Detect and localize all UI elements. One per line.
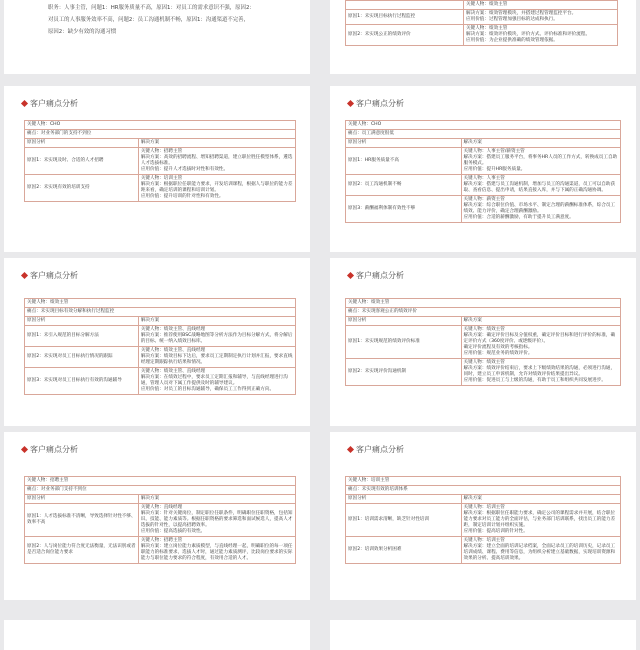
- diamond-icon: [21, 446, 28, 453]
- cause-cell: 原因1：未引入规范的目标分解方法: [25, 326, 139, 347]
- cause-cell: [346, 1, 464, 10]
- table-row: [25, 175, 296, 202]
- table-row: [346, 359, 621, 386]
- section-heading: [22, 98, 78, 109]
- pain-cell: 痛点：员工满意度很低: [346, 130, 621, 139]
- header-row: [25, 317, 296, 326]
- solution-cell: 关键人物：人事主管 解决方案：搭建与员工沟通机制，增加与员工的沟通渠道，员工可以自助获取、查看信息、提出申请，结果直接入库，并与下属的正确沟通协调。: [461, 175, 621, 196]
- top-right-table: [345, 0, 618, 46]
- diamond-icon: [21, 100, 28, 107]
- table-row: [346, 504, 621, 537]
- section-heading: [22, 270, 78, 281]
- solution-cell: 关键人物：绩效主管、直线经理 解决方案：在绩效过程中，要求员工定期汇报和辅导，与直线经理进行沟通，管理人员对下属工作提供及时的辅导建议。 应用价值：对员工的目标沟通辅导，确保员工工作得到正确方向。: [138, 368, 295, 395]
- slide-top-left: [4, 0, 310, 74]
- intro-text: [48, 2, 288, 38]
- cause-cell: 原因1：培训需求清晰，缺乏针对性培训: [346, 504, 462, 537]
- cause-cell: 原因3：薪酬福利体制有效性不够: [346, 196, 462, 223]
- intro-line: 职务：人事主管，问题1：HR服务质量不高，原因1：对员工的需求意识不强，原因2：: [48, 5, 255, 11]
- key-person-cell: 关键人物：绩效主管: [25, 299, 296, 308]
- header-row: [346, 139, 621, 148]
- column-header-solution: 解决方案: [461, 139, 621, 148]
- solution-cell: 关键人物：绩效主管 解决方案：确定评价目标及分值权重，确定评价目标和进行评价的标准，确定评价方式（360度评价、或逐级评价）。 确定评价流程及有效的考核指标。 应用价值：规范业务的绩效评价。: [461, 326, 621, 359]
- pain-row: [346, 486, 621, 495]
- column-header-solution: 解决方案: [461, 495, 621, 504]
- pain-cell: 痛点：未实现客观公正的绩效评价: [346, 308, 621, 317]
- pain-row: [25, 130, 296, 139]
- diamond-icon: [347, 100, 354, 107]
- header-row: [25, 495, 296, 504]
- solution-cell: 关键人物：培训主管 解决方案：建立全面的培训记录档案，全面记录员工的培训历史，记录员工培训成绩、课程、费用等信息，为组织分析建立基础数据，实现培训资源和效果的分析、提高培训效果。: [461, 537, 621, 564]
- diamond-icon: [347, 272, 354, 279]
- table-row: [25, 347, 296, 368]
- section-heading: [348, 98, 404, 109]
- cause-cell: 原因2：员工沟通机制不畅: [346, 175, 462, 196]
- table-row: [25, 537, 296, 564]
- slide-card-6: [330, 432, 636, 600]
- column-header-solution: 解决方案: [461, 317, 621, 326]
- slide-top-right: [330, 0, 636, 74]
- slide-card-5: [4, 432, 310, 600]
- section-title: 客户痛点分析: [356, 445, 404, 454]
- solution-cell: 关键人物：绩效主管 解决方案：绩效评价模块，评价方式、评价标准和评价流程。 应用价值：为企业提供准确的绩效管理依据。: [464, 25, 618, 46]
- solution-cell: 解决方案：绩效管理模块，并搭建过程管理监控平台。 应用价值：过程管理加强目标的达成和执行。: [464, 10, 618, 25]
- header-row: [346, 495, 621, 504]
- table-row: [346, 537, 621, 564]
- pain-table: [345, 476, 621, 564]
- pain-cell: 痛点：对业务部门支持不到位: [25, 486, 296, 495]
- table-row: [25, 368, 296, 395]
- cause-cell: 原因2：未实现评价沟通机制: [346, 359, 462, 386]
- pain-cell: 痛点：对业务部门的支持不到位: [25, 130, 296, 139]
- key-person-row: [346, 477, 621, 486]
- table-row: [346, 10, 618, 25]
- diamond-icon: [347, 446, 354, 453]
- key-person-cell: 关键人物：CHO: [25, 121, 296, 130]
- solution-cell: 关键人物：绩效主管: [464, 1, 618, 10]
- table-row: [346, 196, 621, 223]
- key-person-row: [25, 121, 296, 130]
- cause-cell: 原因2：未实现有效的培训支持: [25, 175, 139, 202]
- column-header-solution: 解决方案: [138, 495, 295, 504]
- pain-cell: 痛点：未实现目标有效分解和执行过程监控: [25, 308, 296, 317]
- slide-card-3: [4, 258, 310, 426]
- cause-cell: 原因2：未实现公正的绩效评价: [346, 25, 464, 46]
- pain-row: [25, 486, 296, 495]
- table-row: [346, 175, 621, 196]
- table-row: [346, 148, 621, 175]
- column-header-cause: 原因分析: [346, 317, 462, 326]
- header-row: [25, 139, 296, 148]
- column-header-solution: 解决方案: [138, 139, 295, 148]
- cause-cell: 原因1：未实现规范的绩效评价标准: [346, 326, 462, 359]
- cause-cell: 原因2：未实现对员工目标执行情况的跟踪: [25, 347, 139, 368]
- pain-table: [24, 120, 296, 202]
- section-title: 客户痛点分析: [30, 445, 78, 454]
- key-person-cell: 关键人物：培训主管: [346, 477, 621, 486]
- cause-cell: 原因1：未实现目标执行过程监控: [346, 10, 464, 25]
- key-person-row: [25, 477, 296, 486]
- table-row: [25, 504, 296, 537]
- column-header-cause: 原因分析: [25, 139, 139, 148]
- cause-cell: 原因1：HR服务质量不高: [346, 148, 462, 175]
- table-row: [346, 326, 621, 359]
- table-row: [25, 326, 296, 347]
- cause-cell: 原因2：培训效果分析困难: [346, 537, 462, 564]
- slide-bottom-left: [4, 620, 310, 650]
- key-person-cell: 关键人物：绩效主管: [346, 299, 621, 308]
- key-person-row: [346, 121, 621, 130]
- key-person-cell: 关键人物：招聘主管: [25, 477, 296, 486]
- solution-cell: 关键人物：绩效主管、直线经理 解决方案：推荐使用BSC战略地图等分析方法作为目标分解方式，将分解后的目标、统一纳入绩效目标库。: [138, 326, 295, 347]
- solution-cell: 关键人物：绩效主管 解决方案：绩效评价结束后，要求上下级绩效结果的沟通，必须进行沟通，同时，建立员工申诉机制，允许对绩效评价结果提出异议。 应用价值：促进员工与上级的沟通，有助于员工和组织共同发展进步。: [461, 359, 621, 386]
- cause-cell: 原因2：人与岗位能力符合度无法衡量，无法识别或者是否适合岗位能力要求: [25, 537, 139, 564]
- pain-table: [24, 298, 296, 395]
- pain-row: [25, 308, 296, 317]
- table-row: [346, 25, 618, 46]
- intro-line: 对员工的人事服务效率不高，问题2：员工沟通机制不畅，原因1：沟通渠道不完善，: [48, 17, 249, 23]
- cause-cell: 原因3：未实现对员工目标执行有效的沟通辅导: [25, 368, 139, 395]
- section-heading: [348, 444, 404, 455]
- solution-cell: 关键人物：绩效主管、直线经理 解决方案：绩效目标下达后，要求员工定期制定执行计划并汇报，要求直线经理定期跟踪执行结果和情况。: [138, 347, 295, 368]
- solution-cell: 关键人物：直线经理 解决方案：针对关键岗位，制定职位任职条件，明确职位任职资格，包括知识、技能、能力素质等。根据任职资格的要求筛选和面试候选人，提高人才选拔的针对性，以提高招聘效率。 应用价值：提高选拔的有效性。: [138, 504, 295, 537]
- pain-row: [346, 308, 621, 317]
- solution-cell: 关键人物：培训主管 解决方案：根据职位任职能力要求，开发培训课程，根据人与职位的能力差距来看，确定培训的课程和培训计划。 应用价值：提升培训的针对性和有效性。: [138, 175, 295, 202]
- solution-cell: 关键人物：人事主管/薪资主管 解决方案：搭建员工服务平台，将事务HR人员的工作方式，转换成员工自助服务模式。 应用价值：提升HR服务质量。: [461, 148, 621, 175]
- pain-table: [345, 298, 621, 386]
- table-row: [25, 148, 296, 175]
- intro-line: 原因2：缺少有效的沟通习惯: [48, 29, 117, 35]
- key-person-row: [25, 299, 296, 308]
- header-row: [346, 317, 621, 326]
- diamond-icon: [21, 272, 28, 279]
- section-title: 客户痛点分析: [356, 271, 404, 280]
- pain-row: [346, 130, 621, 139]
- section-heading: [348, 270, 404, 281]
- pain-table: [24, 476, 296, 564]
- solution-cell: 关键人物：培训主管 解决方案：根据职位任职能力要求，确定公司的课程需求并开展，结合职位能力要求对员工能力的全面评估，与业务部门培训联系，找出员工的能力差距，制定培训计划并组织实施。 应用价值：提高培训的针对性。: [461, 504, 621, 537]
- section-title: 客户痛点分析: [30, 99, 78, 108]
- column-header-cause: 原因分析: [25, 495, 139, 504]
- solution-cell: 关键人物：薪资主管 解决方案：综合职位价值、市场水平、制定合理的薪酬标准体系，综合员工绩效、能力评价，确定合理薪酬激励。 应用价值：合适的薪酬激励，有助于提升员工满意度。: [461, 196, 621, 223]
- column-header-cause: 原因分析: [346, 495, 462, 504]
- key-person-cell: 关键人物：CHO: [346, 121, 621, 130]
- section-title: 客户痛点分析: [356, 99, 404, 108]
- section-heading: [22, 444, 78, 455]
- column-header-cause: 原因分析: [25, 317, 139, 326]
- slide-card-1: [4, 86, 310, 252]
- slide-card-4: [330, 258, 636, 426]
- column-header-solution: 解决方案: [138, 317, 295, 326]
- cause-cell: 原因1：未实现及时、合适的人才招聘: [25, 148, 139, 175]
- key-person-row: [346, 299, 621, 308]
- slide-card-2: [330, 86, 636, 252]
- slide-bottom-right: [330, 620, 636, 650]
- column-header-cause: 原因分析: [346, 139, 462, 148]
- cause-cell: 原因1：人才选拔标准不清晰，导致选择针对性不够、效率不高: [25, 504, 139, 537]
- table-row: [346, 1, 618, 10]
- pain-cell: 痛点：未实现有效的培训体系: [346, 486, 621, 495]
- section-title: 客户痛点分析: [30, 271, 78, 280]
- pain-table: [345, 120, 621, 223]
- solution-cell: 关键人物：招聘主管 解决方案：高效的招聘流程、增知招聘渠道，建立职位胜任模型体系，遴选人才选拔标准。 应用价值：提升人才选拔时对性和有效性。: [138, 148, 295, 175]
- solution-cell: 关键人物：招聘主管 解决方案：建立岗位能力素质模型，与直线经理一起，明确职位的每一项任职能力的标准要求，选拔人才时，通过能力素质测评，比较岗位要求的实际能力与职位能力要求的符合程度，有效用合适的人才。: [138, 537, 295, 564]
